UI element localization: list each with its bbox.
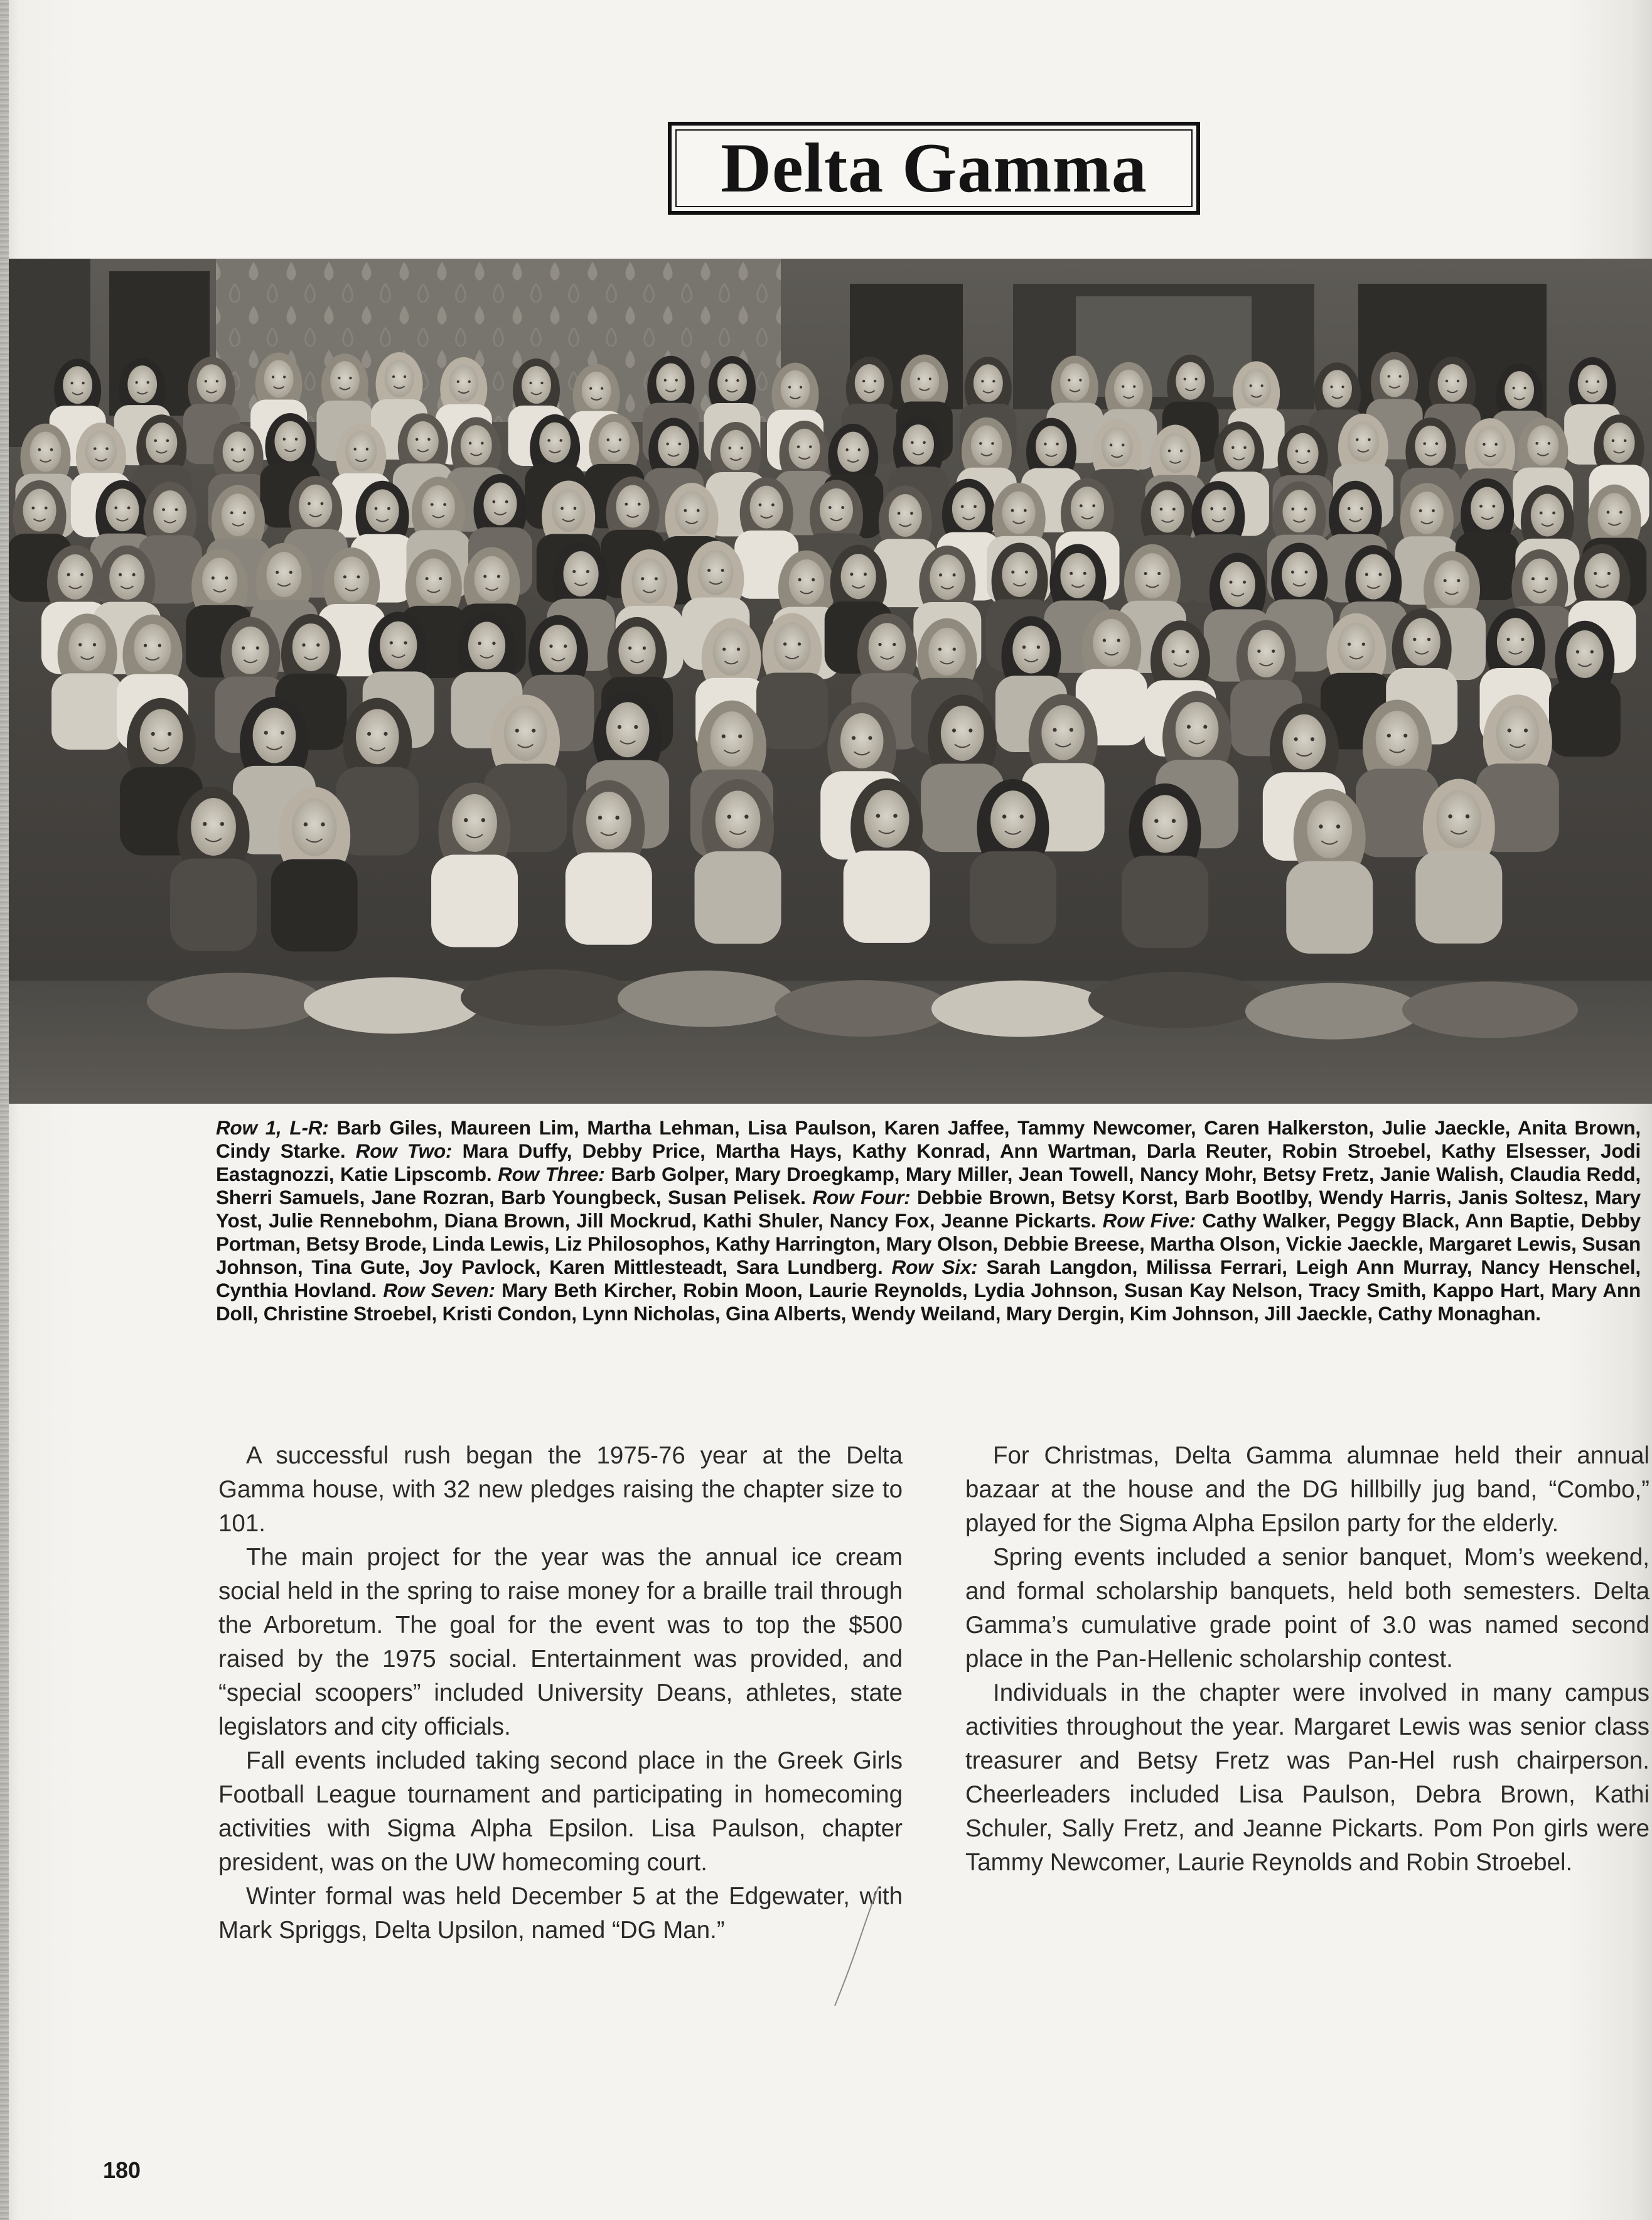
page-title-box <box>668 122 1200 215</box>
group-member <box>970 779 1056 944</box>
group-member <box>1415 779 1502 944</box>
caption-row-1-names: Barb Giles, Maureen Lim, Martha Lehman, Lisa Paulson, Karen Jaffee, Tammy Newcomer, Caren Halkerston, Julie Jaeckle, Anita Brown, Cindy Starke. <box>216 1116 1641 1162</box>
article-paragraph: Fall events included taking second place in the Greek Girls Football League tournament and participating in homecoming activities with Sigma Alpha Epsilon. Lisa Paulson, chapter president, was on the UW homecoming court. <box>218 1747 903 1876</box>
caption-row-5-names: Cathy Walker, Peggy Black, Ann Baptie, Debby Portman, Betsy Brode, Linda Lewis, Liz Philosophos, Kathy Harrington, Mary Olson, Debbie Breese, Martha Olson, Vickie Jaeckle, Margaret Lewis, Susan Johnson, Tina Gute, Joy Pavlock, Karen Mittlesteadt, Sara Lundberg. <box>216 1209 1641 1278</box>
group-member <box>1286 789 1373 954</box>
group-member <box>51 613 123 750</box>
group-member <box>1549 621 1621 757</box>
article-paragraph: For Christmas, Delta Gamma alumnae held their annual bazaar at the house and the DG hillbilly jug band, “Combo,” played for the Sigma Alpha Epsilon party for the elderly. <box>965 1442 1649 1537</box>
caption-row-6-label: Row Six: <box>891 1256 978 1278</box>
group-photo <box>9 259 1652 1104</box>
caption-row-6-names: Sarah Langdon, Milissa Ferrari, Leigh Ann Murray, Nancy Henschel, Cynthia Hovland. <box>216 1256 1641 1301</box>
front-row-legs <box>1245 983 1421 1040</box>
article-paragraph: Individuals in the chapter were involved in many campus activities throughout the year. Margaret Lewis was senior class treasurer and Betsy Fretz was Pan-Hel rush chairperson. Cheerleaders included Lisa Paulson, Debra Brown, Kathi Schuler, Sally Fretz, and Jeanne Pickarts. Pom Pon girls were Tammy Newcomer, Laurie Reynolds and Robin Stroebel. <box>965 1679 1649 1876</box>
caption-row-3-names: Barb Golper, Mary Droegkamp, Mary Miller, Jean Towell, Nancy Mohr, Betsy Fretz, Janie Walish, Claudia Redd, Sherri Samuels, Jane Rozran, Barb Youngbeck, Susan Pelisek. <box>216 1163 1641 1209</box>
group-member <box>756 613 828 750</box>
group-member <box>844 779 930 943</box>
article-paragraph: Winter formal was held December 5 at the Edgewater, with Mark Spriggs, Delta Upsilon, named “DG Man.” <box>218 1883 903 1944</box>
pen-scratch-mark <box>816 1883 891 2009</box>
caption-row-2-names: Mara Duffy, Debby Price, Martha Hays, Kathy Konrad, Ann Wartman, Darla Reuter, Robin Stroebel, Kathy Elsesser, Jodi Eastagnozzi, Katie Lipscomb. <box>216 1140 1641 1185</box>
caption-row-5-label: Row Five: <box>1102 1209 1196 1232</box>
page-title: Delta Gamma <box>721 129 1147 207</box>
group-member <box>271 787 358 951</box>
caption-row-1-label: Row 1, L-R: <box>216 1116 329 1139</box>
group-member <box>1122 784 1208 948</box>
caption-row-7-label: Row Seven: <box>383 1279 495 1301</box>
article-column-right <box>965 1439 1649 1880</box>
group-member <box>431 782 518 947</box>
front-row-legs <box>775 980 950 1037</box>
page-number: 180 <box>103 2157 141 2183</box>
group-member <box>695 779 781 944</box>
front-row-legs <box>931 981 1107 1037</box>
caption-row-7-names: Mary Beth Kircher, Robin Moon, Laurie Reynolds, Lydia Johnson, Susan Kay Nelson, Tracy Smith, Kappo Hart, Mary Ann Doll, Christine Stroebel, Kristi Condon, Lynn Nicholas, Gina Alberts, Wendy Weiland, Mary Dergin, Kim Johnson, Jill Jaeckle, Cathy Monaghan. <box>216 1279 1641 1325</box>
group-member <box>566 780 652 945</box>
article-paragraph: The main project for the year was the annual ice cream social held in the spring to raise money for a braille trail through the Arboretum. The goal for the event was to top the $500 raised by the 1975 social. Entertainment was provided, and “special scoopers” included University Deans, athletes, state legislators and city officials. <box>218 1544 903 1740</box>
front-row-legs <box>1402 981 1578 1038</box>
article-paragraph: Spring events included a senior banquet, Mom’s weekend, and formal scholarship banquets, held both semesters. Delta Gamma’s cumulative grade point of 3.0 was named second place in the Pan-Hellenic scholarship contest. <box>965 1544 1649 1673</box>
caption-row-3-label: Row Three: <box>498 1163 605 1185</box>
caption-row-4-label: Row Four: <box>812 1186 911 1209</box>
photo-caption <box>216 1116 1641 1325</box>
article-column-left <box>218 1439 903 1948</box>
caption-row-2-label: Row Two: <box>355 1140 453 1162</box>
group-photo-icon <box>9 259 1652 1104</box>
front-row-legs <box>618 971 793 1027</box>
front-row-legs <box>304 977 480 1033</box>
group-member <box>170 787 257 951</box>
caption-row-4-names: Debbie Brown, Betsy Korst, Barb Bootlby, Wendy Harris, Janis Soltesz, Mary Yost, Julie Rennebohm, Diana Brown, Jill Mockrud, Kathi Shuler, Nancy Fox, Jeanne Pickarts. <box>216 1186 1641 1232</box>
article-paragraph: A successful rush began the 1975-76 year at the Delta Gamma house, with 32 new pledges raising the chapter size to 101. <box>218 1442 903 1537</box>
front-row-legs <box>1088 972 1264 1028</box>
page-binding-edge <box>0 0 9 2220</box>
front-row-legs <box>461 969 636 1026</box>
front-row-legs <box>147 973 323 1029</box>
